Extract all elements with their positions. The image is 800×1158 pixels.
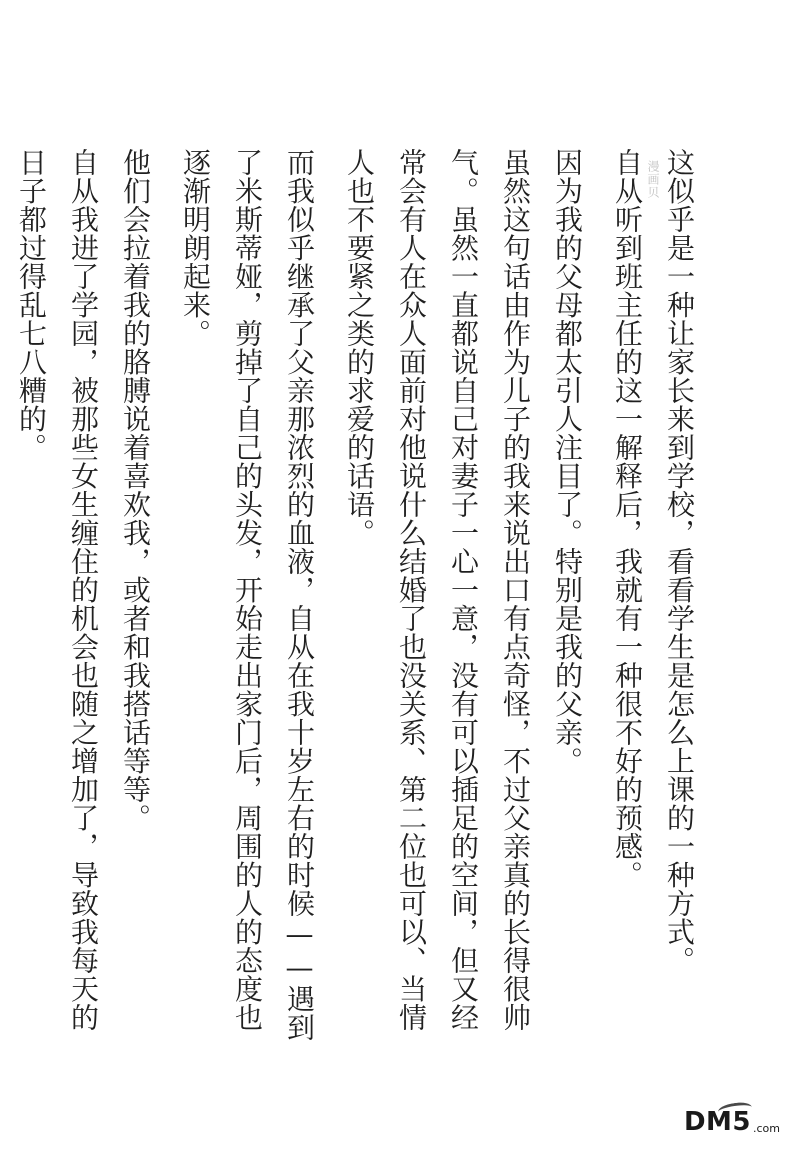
logo-main-text: DM5 [683, 1107, 751, 1137]
paragraph: 自从听到班主任的这一解释后，我就有一种很不好的预感。 [611, 148, 644, 889]
paragraph: 他们会拉着我的胳膊说着喜欢我，或者和我搭话等等。 [119, 148, 152, 832]
vertical-text-block [0, 148, 705, 1048]
site-logo [660, 1104, 780, 1140]
paragraph: 因为我的父母都太引人注目了。特别是我的父亲。 [551, 148, 584, 775]
logo-sub-text: .com [753, 1121, 780, 1135]
paragraph: 而我似乎继承了父亲那浓烈的血液，自从在我十岁左右的时候——遇到了米斯蒂娅，剪掉了自己的头发，开始走出家门后，周围的人的态度也逐渐明朗起来。 [179, 148, 316, 1042]
paragraph: 虽然这句话由作为儿子的我来说出口有点奇怪，不过父亲真的长得很帅气。虽然一直都说自己对妻子一心一意，没有可以插足的空间，但又经常会有人在众人面前对他说什么结婚了也没关系、第二位也可以、当情人也不要紧之类的求爱的话语。 [343, 148, 532, 1032]
paragraph: 自从我进了学园，被那些女生缠住的机会也随之增加了，导致我每天的日子都过得乱七八糟的。 [15, 148, 100, 1032]
watermark: 漫画贝 [646, 160, 660, 199]
paragraph: 这似乎是一种让家长来到学校，看看学生是怎么上课的一种方式。 [663, 148, 696, 975]
